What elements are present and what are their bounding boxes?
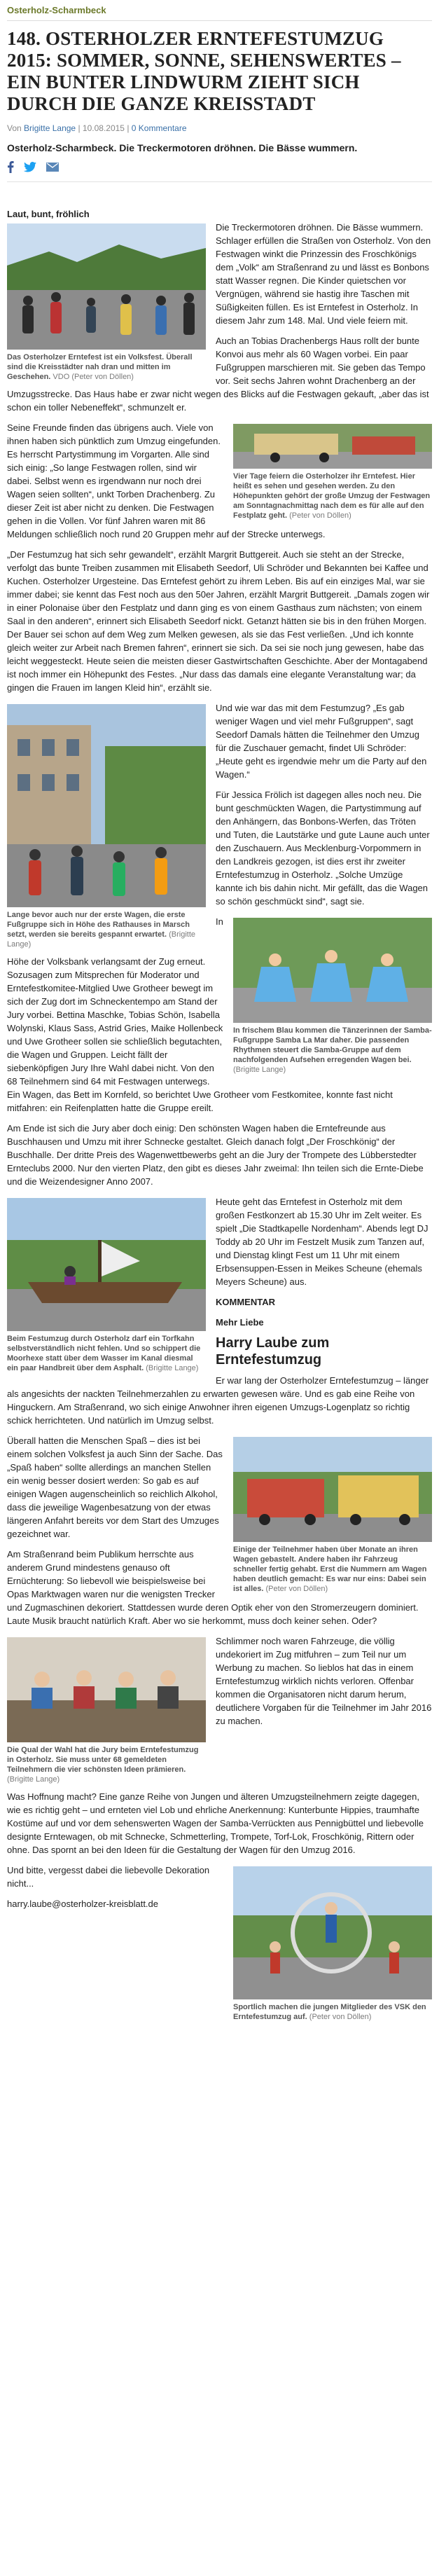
caption-text: Sportlich machen die jungen Mitglieder des VSK den Erntefestumzug auf. (233, 2003, 426, 2021)
figure (233, 424, 432, 521)
paragraph: Schlimmer noch waren Fahrzeuge, die völlig undekoriert im Zug mitfuhren – zum Teil nur um Werbung zu machen. So lieblos hat das in einem Erntefestumzug wirklich nichts verloren. Offenbar kommen die Organisatoren nicht darum herum, deutlichere Vorgaben für die Teilnehmer im Jahr 2016 zu machen. (216, 1636, 432, 1726)
paragraph-fragment: In (216, 916, 223, 927)
byline (7, 122, 432, 135)
author-email[interactable]: harry.laube@osterholzer-kreisblatt.de (7, 1899, 158, 1909)
caption-text: Einige der Teilnehmer haben über Monate an ihren Wagen gebastelt. Andere haben ihr Fahrzeug schneller fertig gehabt. Erst die Nummern am Wagen haben deutlich gemacht: Es war nur eins: Dabei sein ist alles. (233, 1545, 427, 1593)
caption-text: Die Qual der Wahl hat die Jury beim Erntefestumzug in Osterholz. Sie muss unter 68 gemeldeten Teilnehmern die vier schönsten Ideen prämieren. (7, 1746, 199, 1774)
section-link[interactable]: Osterholz-Scharmbeck (7, 5, 106, 15)
caption-credit: (Brigitte Lange) (146, 1364, 199, 1372)
byline-sep: | (127, 123, 130, 133)
figure (7, 1198, 206, 1373)
paragraph: Für Jessica Frölich ist dagegen alles noch neu. Die bunt geschmückten Wagen, die Partystimmung auf den Anhängern, das Bonbons-Werfen, das Tröten und Tuten, die Lautstärke und gute Laune auch unter den Zuschauern. Aus Mecklenburg-Vorpommern in den Landkreis gezogen, ist dies erst ihr zweiter Erntefestumzug in Osterholz. „Solche Umzüge kannte ich bis dahin nicht. Mir gefällt, das die Wagen so schön geschmückt sind“, sagt sie. (216, 790, 430, 907)
figure-caption (233, 471, 432, 521)
figure-caption (7, 910, 206, 949)
paragraph: Am Straßenrand beim Publikum herrschte aus anderem Grund mindestens genauso oft Ernüchterung: So liebevoll wie beispielsweise bei Opas Marktwagen waren nur die wenigsten Trecker und Zugmaschinen dekoriert. Stattdessen wurde deren Optik eher von den Stromerzeugern dominiert. Laute Musik braucht natürlich Kraft. Aber wo sie herkommt, muss doch keiner sehen. Oder? (7, 1549, 419, 1626)
article-lead: Osterholz-Scharmbeck. Die Treckermotoren dröhnen. Die Bässe wummern. (7, 142, 358, 153)
paragraph: „Der Festumzug hat sich sehr gewandelt“, erzählt Margrit Buttgereit. Auch sie steht an der Strecke, verfolgt das bunte Treiben zusammen mit Elisabeth Seedorf, Uli Schröder und Bekannten bei Kaffee und Kuchen. Osterholzer Urgesteine. Das Erntefest gehört zu ihrem Leben. Bis auf ein einziges Mal, war sie immer dabei; sie kennt das Fest noch aus den 50er Jahren, erzählt Margrit Buttgereit. „Damals zogen wir in einer Polonaise über den Festplatz und dann ging es von einem Gasthaus zum nächsten; von einem Saal in den anderen“, erinnert sich Elisabeth Seedorf nickt. Getanzt hätten sie bis in den frühen Morgen. Der Bauer sei schon auf dem Weg zum Melken gewesen, als sie das Fest verließen. „Und ich konnte gleich weiter zur Arbeit nach Bremen fahren“, erinnert sie sich. Da sei sie noch jung gewesen, habe das leicht weggesteckt. Heute seien die meisten dieser Gastwirtschaften Geschichte. Aber der Montagabend ist noch immer ein Höhepunkt des Festes. „Nur dass das damals eine elegante Veranstaltung war; da gingen die Frauen im langen Kleid hin“, erzählt sie. (7, 549, 430, 693)
caption-text: In frischem Blau kommen die Tänzerinnen der Samba-Fußgruppe Samba La Mar daher. Die passenden Rhythmen steuert die Samba-Gruppe auf dem nachfolgenden Aufsehen erregenden Wagen bei. (233, 1026, 432, 1064)
figure-caption (233, 1026, 432, 1075)
caption-credit: (Brigitte Lange) (7, 1775, 60, 1784)
figure (233, 918, 432, 1075)
figure-caption (233, 2002, 432, 2022)
figure-caption (7, 1745, 206, 1784)
figure-caption (233, 1545, 432, 1594)
share-bar (7, 160, 432, 173)
caption-text: Das Osterholzer Erntefest ist ein Volksfest. Überall sind die Kreisstädter nah dran und mitten im Geschehen. (7, 353, 193, 381)
caption-credit: (Brigitte Lange) (233, 1066, 286, 1074)
byline-prefix: Von (7, 123, 22, 133)
paragraph: Er war lang der Osterholzer Erntefestumzug – länger als angesichts der nackten Teilnehmerzahlen zu erwarten gewesen wäre. Und es gab eine Reihe von Hinguckern. Am Straßenrand, wo sich einige Anwohner ihren eigenen Umzugs-Logenplatz so richtig schick herrichteten. Und natürlich im Umzug selbst. (7, 1375, 429, 1426)
paragraph: Überall hatten die Menschen Spaß – dies ist bei einem solchen Volksfest ja auch Sinn der Sache. Das „Spaß haben“ sollte allerdings an manchen Stellen ein wenig besser dosiert werden: So gab es auf einigen Wagen augenscheinlich so reichlich Alkohol, dass die jeweilige Wagenbesatzung von der etwas längeren Anfahrt bereits vor dem Start des Umzuges gezeichnet war. (7, 1435, 223, 1539)
facebook-icon[interactable] (7, 161, 14, 173)
article-title: 148. OSTERHOLZER ERNTEFESTUMZUG 2015: SOMMER, SONNE, SEHENSWERTES – EIN BUNTER LINDWURM ZIEHT SICH DURCH DIE GANZE KREISSTADT (7, 28, 401, 114)
paragraph: Die Treckermotoren dröhnen. Die Bässe wummern. Schlager erfüllen die Straßen von Osterholz. Von den Festwagen winkt die Prinzessin des Froschkönigs dem „Volk“ am Straßenrand zu und lässt es Bonbons statt Wasser regnen. Die Kinder quietschen vor Vergnügen, während sie hastig ihre Taschen mit Süßigkeiten füllen. Es ist Erntefest in Osterholz. In diesem Jahr zum 148. Mal. Und viele feiern mit. (216, 222, 431, 326)
byline-sep: | (78, 123, 81, 133)
kommentar-subtitle: Mehr Liebe (216, 1317, 264, 1328)
paragraph: Seine Freunde finden das übrigens auch. Viele von ihnen haben sich pünktlich zum Umzug eingefunden. Es herrscht Partystimmung im Vorgarten. Alle sind sich einig: „So lange Festwagen rollen, sind wir dabei. Selbst wenn es irgendwann nur noch drei Wagen seien sollten“, unkt Torben Drachenberg. Zu dieser Zeit ist aber nicht zu denken. Die Festwagen gehen in die Vollen. Vor fünf Jahren waren mit 86 Meldungen schließlich noch rund 20 Gruppen mehr auf der Strecke unterwegs. (7, 422, 326, 539)
paragraph: Höhe der Volksbank verlangsamt der Zug erneut. Sozusagen zum Mitsprechen für Moderator und Erntefestkomitee-Mitglied Uwe Grotheer bewegt im sich der Zug dort im Schneckentempo am Stand der Jury vorbei. Bettina Maschke, Tobias Schön, Isabella Wolynski, Klaus Sass, Astrid Gries, Maike Hollenbeck und Uwe Grotheer sollen sie schließlich begutachten, die Wagen und Gruppen. Leicht fällt der siebenköpfigen Jury Ihre Wahl dabei nicht. Von den 68 Teilnehmern sind 64 mit Festwagen unterwegs. Ein Wagen, das Bett im Kornfeld, so berichtet Uwe Grotheer vom Festkomitee, konnte fast nicht mitfahren: ein Reifenplatten hatte die Gruppe ereilt. (7, 956, 393, 1113)
photo-rathaus-crowd[interactable] (7, 704, 206, 907)
top-bar (7, 0, 432, 21)
figure (7, 704, 206, 949)
paragraph: Am Ende ist sich die Jury aber doch einig: Den schönsten Wagen haben die Erntefreunde aus Buschhausen und Umzu mit ihrer Schnecke gestaltet. Gleich danach folgt „Der Froschkönig“ der Buschhalle. Der dritte Preis des Wagenwettbewerbs geht an die Jury der Trompete des Lübberstedter Ernteclubs 2000. Nur den vierten Platz, den gibt es dieses Jahr zweimal: Ihn teilen sich die Ernte-Diebe und die Weizendesigner Anno 2007. (7, 1123, 424, 1187)
caption-credit: (Peter von Döllen) (289, 511, 351, 520)
divider (7, 181, 432, 182)
caption-text: Vier Tage feiern die Osterholzer ihr Erntefest. Hier heißt es sehen und gesehen werden. Zu den Höhepunkten gehört der große Umzug der Festwagen am Sonntagnachmittag nach dem es für alle auf den Festplatz geht. (233, 472, 431, 520)
photo-crowd-street[interactable] (7, 223, 206, 350)
caption-credit: (Brigitte Lange) (7, 930, 195, 949)
photo-jury[interactable] (7, 1637, 206, 1742)
section-heading: Laut, bunt, fröhlich (7, 209, 90, 219)
figure (233, 1866, 432, 2022)
comments-link[interactable]: 0 Kommentare (131, 123, 187, 133)
paragraph: Und bitte, vergesst dabei die liebevolle Dekoration nicht... (7, 1865, 210, 1889)
caption-text: Beim Festumzug durch Osterholz darf ein Torfkahn selbstverständlich nicht fehlen. Und so schippert die Moorhexe statt über dem Wasser im Kanal diesmal ein paar Handbreit über dem Asphalt. (7, 1335, 201, 1372)
photo-samba-dancers[interactable] (233, 918, 432, 1023)
paragraph: Was Hoffnung macht? Eine ganze Reihe von Jungen und älteren Umzugsteilnehmern zeigte dagegen, wie es richtig geht – und ernteten viel Lob und ehrliche Anerkennung: Kunterbunte Hippies, traumhafte Kostüme auf und vor dem sehenswerten Wagen der Samba-Verrückten aus Pennigbüttel und liebevolle designte Erntewagen, ob mit Schnecke, Schmetterling, Trompete, Torf-Lok, Froschkönig, Rittern oder ohne. Das spornt an bei den Ideen für die Gestaltung der Wagen für den Umzug 2016. (7, 1791, 424, 1855)
article-date: 10.08.2015 (82, 123, 125, 133)
twitter-icon[interactable] (24, 162, 36, 172)
caption-credit: VDO (Peter von Döllen) (53, 373, 134, 381)
kommentar-title: Harry Laube zum Erntefestumzug (216, 1335, 330, 1368)
author-link[interactable]: Brigitte Lange (24, 123, 76, 133)
caption-text: Lange bevor auch nur der erste Wagen, die erste Fußgruppe sich in Höhe des Rathauses in Marsch setzt, werden sie bereits gespannt erwartet. (7, 911, 190, 939)
mail-icon[interactable] (46, 163, 59, 172)
paragraph: Heute geht das Erntefest in Osterholz mit dem großen Festkonzert ab 15.30 Uhr im Zelt weiter. Es spielt „Die Stadtkapelle Nordenham“. Abends legt DJ Toddy ab 20 Uhr im Festzelt Musik zum Tanzen auf, und Dienstag klingt Fest um 11 Uhr mit einem Erbsensuppen-Essen in Meikes Scheune (ehemals Meyers Scheune) aus. (216, 1197, 428, 1287)
paragraph: Und wie war das mit dem Festumzug? „Es gab weniger Wagen und viel mehr Fußgruppen“, sagt Seedorf Damals hätten die Teilnehmer den Umzug für die Zuschauer gemacht, findet Uli Schröder: „Heute geht es irgendwie mehr um die Party auf den Wagen.“ (216, 703, 427, 780)
kommentar-label: KOMMENTAR (216, 1297, 275, 1307)
caption-credit: (Peter von Döllen) (265, 1585, 328, 1593)
figure (233, 1437, 432, 1594)
paragraph: Auch an Tobias Drachenbergs Haus rollt der bunte Konvoi aus mehr als 60 Wagen vorbei. Ein paar Fußgruppen marschieren mit. Sie geben das Tempo vor. Seit sechs Jahren wohnt Drachenberg an der Umzugsstrecke. Das Haus habe er zwar nicht wegen des Blicks auf die Festwagen gekauft, „aber das ist schon ein toller Nebeneffekt“, schmunzelt er. (7, 336, 429, 413)
photo-decorated-wagons[interactable] (233, 1437, 432, 1542)
figure (7, 223, 206, 382)
figure-caption (7, 352, 206, 382)
caption-credit: (Peter von Döllen) (309, 2013, 372, 2021)
photo-festival-wagon[interactable] (233, 424, 432, 469)
figure (7, 1637, 206, 1784)
figure-caption (7, 1334, 206, 1373)
photo-torfkahn[interactable] (7, 1198, 206, 1331)
photo-vsk-sport[interactable] (233, 1866, 432, 1999)
